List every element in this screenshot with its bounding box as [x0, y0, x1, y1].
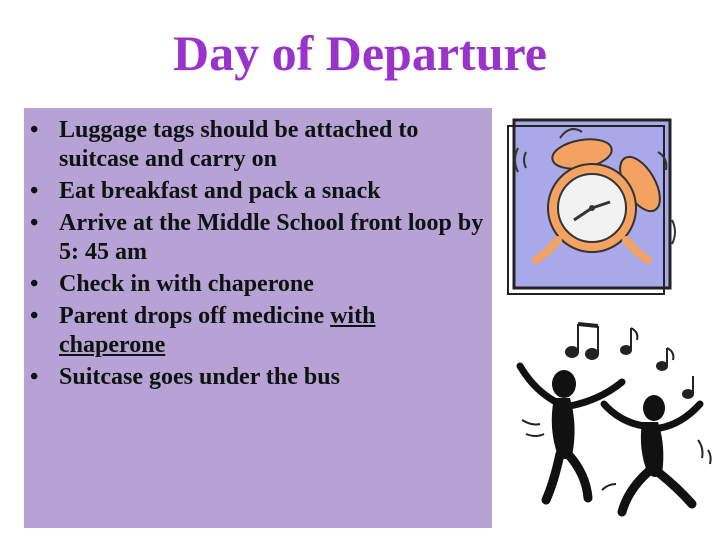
bullet-item — [24, 302, 484, 360]
bullet-item — [24, 116, 484, 174]
alarm-clock-icon — [500, 112, 710, 302]
bullet-icon: • — [30, 210, 39, 236]
bullet-text: Luggage tags should be attached to suitcase and carry on — [59, 117, 419, 172]
bullet-list — [24, 108, 492, 392]
bullet-item — [24, 363, 484, 392]
bullet-icon: • — [30, 271, 39, 297]
bullet-text: Check in with chaperone — [59, 271, 314, 297]
bullet-icon: • — [30, 303, 39, 329]
bullet-item — [24, 209, 484, 267]
bullet-item — [24, 270, 484, 299]
bullet-text-underlined: with chaperone — [59, 303, 376, 358]
bullet-text: Parent drops off medicine — [59, 303, 331, 329]
slide-title: Day of Departure — [173, 25, 547, 81]
bullet-list-panel — [24, 108, 492, 528]
dancing-figures-icon — [502, 310, 718, 532]
bullet-icon: • — [30, 117, 39, 143]
bullet-text: Suitcase goes under the bus — [59, 364, 340, 390]
bullet-icon: • — [30, 178, 39, 204]
bullet-text: Arrive at the Middle School front loop by 5: 45 am — [59, 210, 484, 265]
bullet-item — [24, 177, 484, 206]
bullet-icon: • — [30, 364, 39, 390]
bullet-text: Eat breakfast and pack a snack — [59, 178, 381, 204]
